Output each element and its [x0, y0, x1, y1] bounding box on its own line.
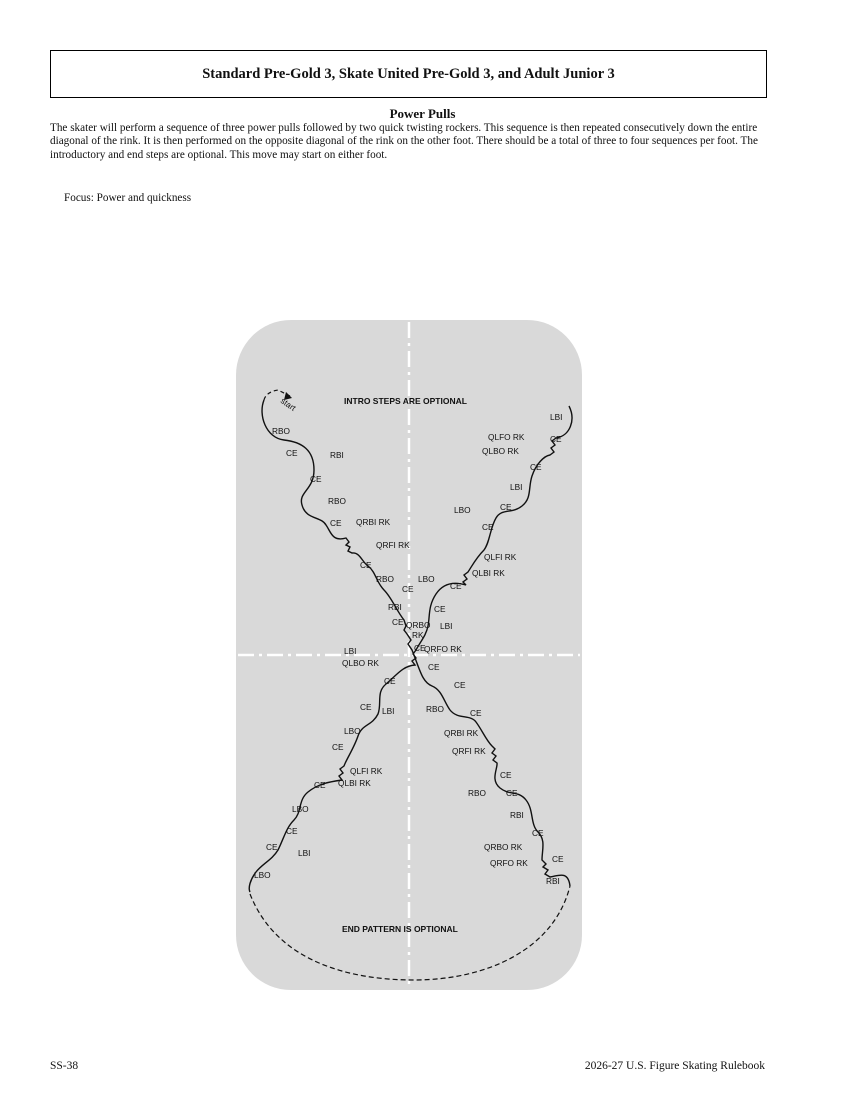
diagram-label: CE: [314, 780, 326, 790]
diagram-label: LBI: [440, 621, 453, 631]
diagram-label: RK: [412, 630, 424, 640]
diagram-label: RBO: [468, 788, 486, 798]
diagram-label: LBO: [344, 726, 361, 736]
diagram-label: CE: [552, 854, 564, 864]
diagram-label: QRFO RK: [424, 644, 462, 654]
diagram-label: RBI: [330, 450, 344, 460]
page-title: Standard Pre-Gold 3, Skate United Pre-Gold 3, and Adult Junior 3: [202, 65, 615, 82]
diagram-label: QLBO RK: [482, 446, 519, 456]
diagram-label: LBO: [418, 574, 435, 584]
footer-page-number: SS-38: [50, 1060, 79, 1072]
section-heading: Power Pulls: [389, 106, 456, 121]
diagram-label: CE: [310, 474, 322, 484]
diagram-label: LBI: [550, 412, 563, 422]
diagram-label: RBO: [328, 496, 346, 506]
diagram-label: QRFI RK: [452, 746, 486, 756]
diagram-label: LBI: [344, 646, 357, 656]
diagram-label: CE: [286, 448, 298, 458]
diagram-label: LBO: [254, 870, 271, 880]
diagram-label: LBI: [298, 848, 311, 858]
diagram-label: LBO: [292, 804, 309, 814]
rink-diagram: [236, 320, 582, 997]
diagram-label: RBO: [426, 704, 444, 714]
diagram-label: CE: [360, 560, 372, 570]
diagram-label: LBI: [510, 482, 523, 492]
diagram-label: QLBI RK: [472, 568, 505, 578]
diagram-label: CE: [384, 676, 396, 686]
diagram-label: RBO: [376, 574, 394, 584]
start-label: start: [278, 395, 298, 413]
diagram-label: RBI: [546, 876, 560, 886]
diagram-label: CE: [470, 708, 482, 718]
diagram-label: CE: [500, 770, 512, 780]
diagram-label: CE: [550, 434, 562, 444]
diagram-label: CE: [392, 617, 404, 627]
intro-steps-label: INTRO STEPS ARE OPTIONAL: [344, 396, 467, 406]
diagram-label: QRBI RK: [356, 517, 391, 527]
section-focus: Focus: Power and quickness: [64, 192, 192, 204]
diagram-label: CE: [530, 462, 542, 472]
rink-svg: [236, 320, 582, 992]
diagram-label: CE: [532, 828, 544, 838]
diagram-label: QLFI RK: [484, 552, 517, 562]
diagram-label: RBO: [272, 426, 290, 436]
diagram-label: CE: [330, 518, 342, 528]
diagram-label: QRBI RK: [444, 728, 479, 738]
diagram-label: QLBO RK: [342, 658, 379, 668]
diagram-label: CE: [332, 742, 344, 752]
title-box: [50, 50, 767, 98]
diagram-label: QRFO RK: [490, 858, 528, 868]
diagram-label: QRBO: [406, 620, 431, 630]
diagram-label: CE: [360, 702, 372, 712]
diagram-label: CE: [500, 502, 512, 512]
diagram-label: LBO: [454, 505, 471, 515]
diagram-label: CE: [450, 581, 462, 591]
diagram-label: CE: [506, 788, 518, 798]
diagram-label: QLBI RK: [338, 778, 371, 788]
section-description: The skater will perform a sequence of three power pulls followed by two quick twisting rockers. This sequence is then repeated consecutively down the entire diagonal of the rink. It is then performed on the opposite diagonal of the rink on the other foot. There should be a total of three to four sequences per foot. The introductory and end steps are optional. This move may start on either foot.: [50, 122, 758, 161]
diagram-label: QRBO RK: [484, 842, 523, 852]
diagram-label: RBI: [510, 810, 524, 820]
diagram-label: CE: [434, 604, 446, 614]
diagram-label: CE: [402, 584, 414, 594]
footer-rulebook: 2026-27 U.S. Figure Skating Rulebook: [584, 1060, 765, 1072]
diagram-label: QLFI RK: [350, 766, 383, 776]
diagram-label: CE: [286, 826, 298, 836]
diagram-label: CE: [266, 842, 278, 852]
diagram-label: CE: [454, 680, 466, 690]
diagram-label: CE: [414, 643, 426, 653]
diagram-label: RBI: [388, 602, 402, 612]
diagram-label: CE: [428, 662, 440, 672]
diagram-label: QRFI RK: [376, 540, 410, 550]
diagram-label: LBI: [382, 706, 395, 716]
diagram-label: CE: [482, 522, 494, 532]
diagram-label: QLFO RK: [488, 432, 525, 442]
end-pattern-label: END PATTERN IS OPTIONAL: [342, 924, 458, 934]
